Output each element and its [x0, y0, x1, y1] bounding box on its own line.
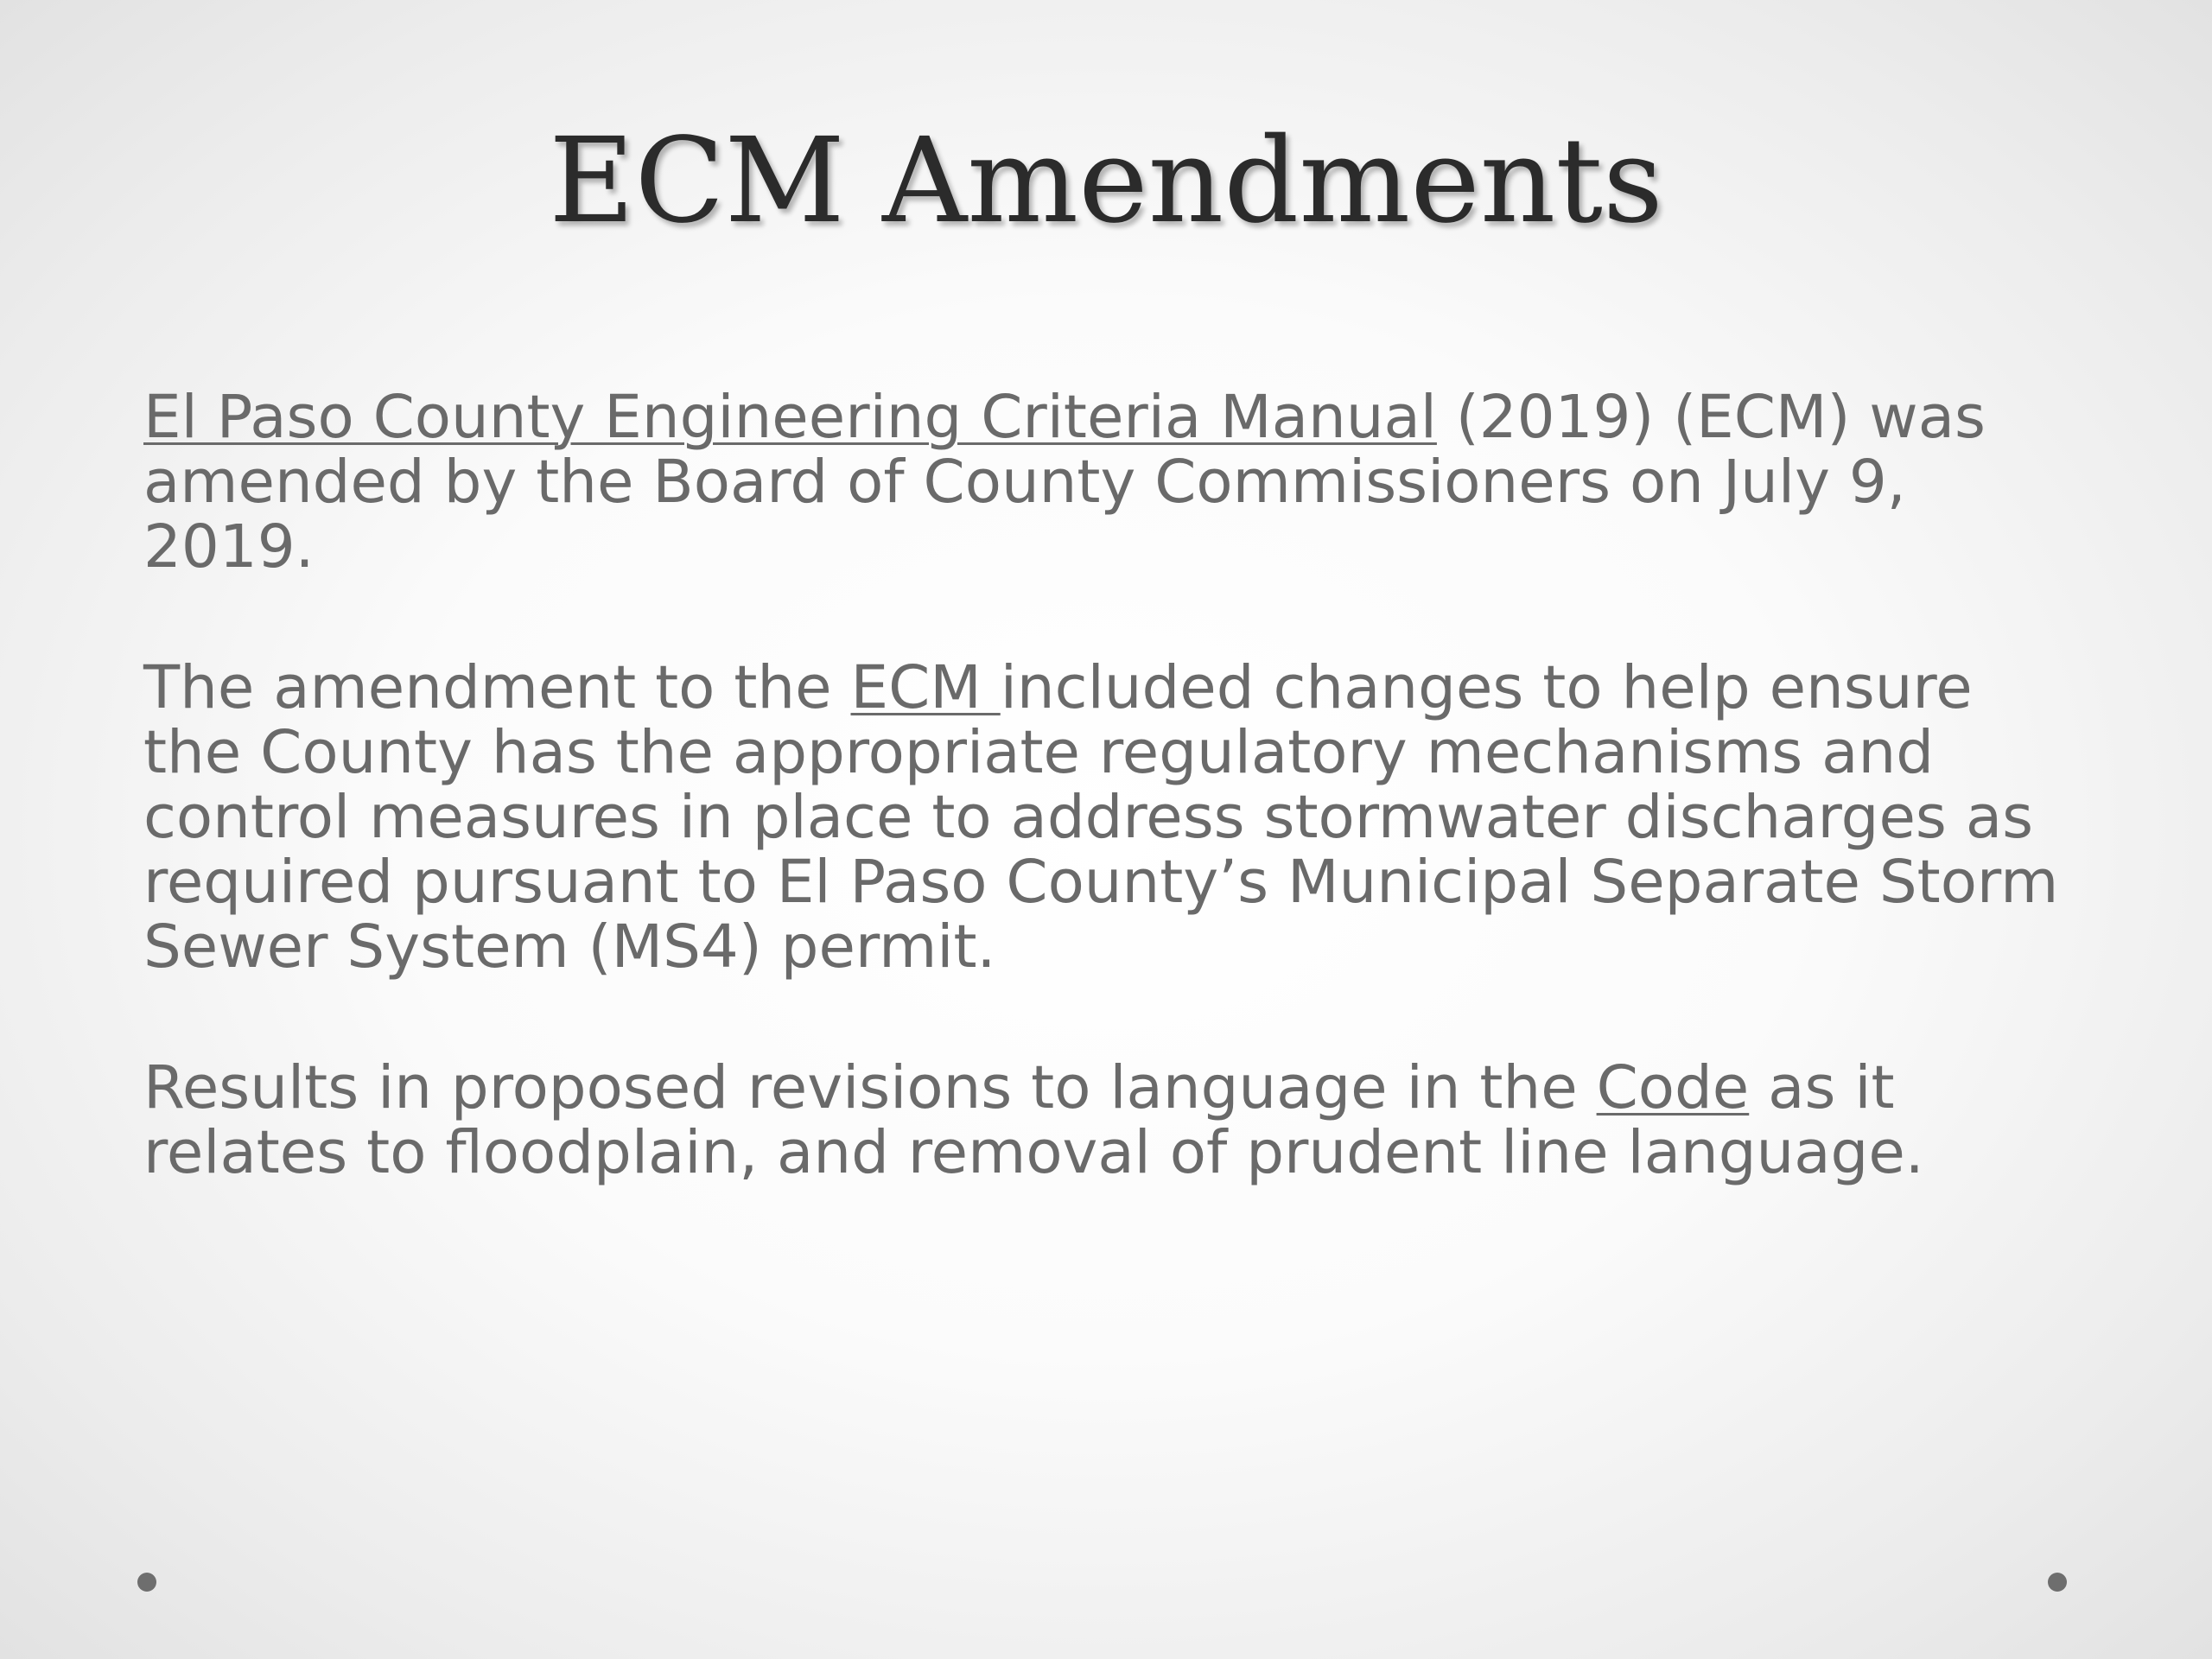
paragraph-amendment-details	[143, 653, 2088, 982]
paragraph-text: Results in proposed revisions to language in the	[143, 1053, 1597, 1122]
paragraph-ecm-adoption	[143, 385, 2088, 580]
paragraph-code-revisions	[143, 1053, 2088, 1187]
decorative-dot-right	[2048, 1573, 2067, 1592]
paragraph-text: The amendment to the	[143, 653, 851, 722]
paragraph-text: included changes to help ensure the County has the appropriate regulatory mechanisms and control measures in place to address stormwater discharges as required pursuant to El Paso County’s Municipal Separate Storm Sewer System (MS4) permit.	[143, 653, 2059, 982]
paragraph-text: (2019) (ECM) was amended by the Board of County Commissioners on July 9, 2019.	[143, 383, 1986, 582]
ecm-manual-link[interactable]: El Paso County Engineering Criteria Manual	[143, 383, 1437, 452]
code-link[interactable]: Code	[1596, 1053, 1750, 1122]
slide-title: ECM Amendments	[549, 113, 1663, 250]
paragraph-text: as it relates to floodplain, and removal of prudent line language.	[143, 1053, 1924, 1187]
slide-body	[143, 385, 2088, 1262]
decorative-dot-left	[137, 1573, 156, 1592]
ecm-link[interactable]: ECM	[850, 653, 1001, 722]
